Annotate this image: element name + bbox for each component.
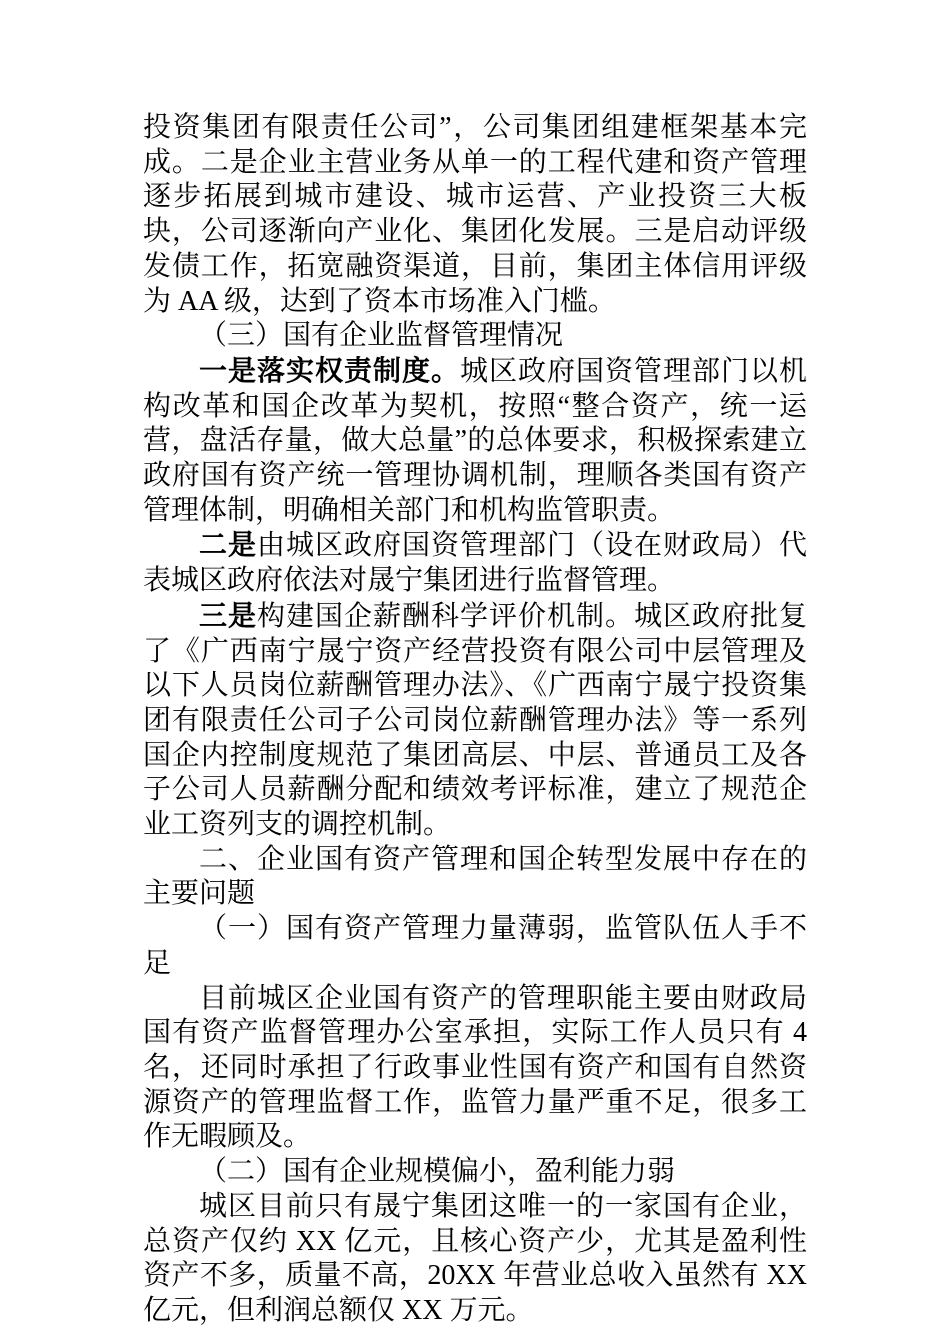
bold-text-run: 三是 [199,599,257,631]
bold-text-run: 一是落实权责制度。 [199,354,460,386]
paragraph [143,1155,807,1190]
text-run: 目前城区企业国有资产的管理职能主要由财政局国有资产监督管理办公室承担，实际工作人员只有 4 名，还同时承担了行政事业性国有资产和国有自然资源资产的管理监督工作，监管力量严重不足，很多工作无暇顾及。 [143,982,807,1153]
text-run: （一）国有资产管理力量薄弱，监管队伍人手不足 [143,913,807,979]
paragraph [143,1190,807,1329]
bold-text-run: 二是 [199,529,257,561]
text-run: （三）国有企业监督管理情况 [199,320,564,352]
paragraph [143,528,807,598]
text-run: 城区政府国资管理部门以机构改革和国企改革为契机，按照“整合资产，统一运营，盘活存量，做大总量”的总体要求，积极探索建立政府国有资产统一管理协调机制，理顺各类国有资产管理体制，明确相关部门和机构监管职责。 [143,355,807,526]
paragraph [143,982,807,1156]
text-run: 二、企业国有资产管理和国企转型发展中存在的主要问题 [143,843,807,910]
paragraph [143,354,807,529]
paragraph [143,319,807,354]
text-run: 城区目前只有晟宁集团这唯一的一家国有企业，总资产仅约 XX 亿元，且核心资产少，尤其是盈利性资产不多，质量不高，20XX 年营业总收入虽然有 XX 亿元，但利润总额仅 XX 万元。 [143,1190,807,1326]
paragraph [143,912,807,981]
paragraph [143,111,807,319]
paragraph [143,843,807,912]
document-body [143,111,807,1329]
text-run: （二）国有企业规模偏小，盈利能力弱 [199,1156,676,1188]
paragraph [143,599,807,843]
text-run: 构建国企薪酬科学评价机制。城区政府批复了《广西南宁晟宁资产经营投资有限公司中层管理及以下人员岗位薪酬管理办法》、《广西南宁晟宁投资集团有限责任公司子公司岗位薪酬管理办法》等一系列国企内控制度规范了集团高层、中层、普通员工及各子公司人员薪酬分配和绩效考评标准，建立了规范企业工资列支的调控机制。 [143,600,807,841]
text-run: 投资集团有限责任公司”，公司集团组建框架基本完成。二是企业主营业务从单一的工程代建和资产管理逐步拓展到城市建设、城市运营、产业投资三大板块，公司逐渐向产业化、集团化发展。三是启动评级发债工作，拓宽融资渠道，目前，集团主体信用评级为 AA 级，达到了资本市场准入门槛。 [143,112,807,317]
text-run: 由城区政府国资管理部门（设在财政局）代表城区政府依法对晟宁集团进行监督管理。 [143,530,807,597]
